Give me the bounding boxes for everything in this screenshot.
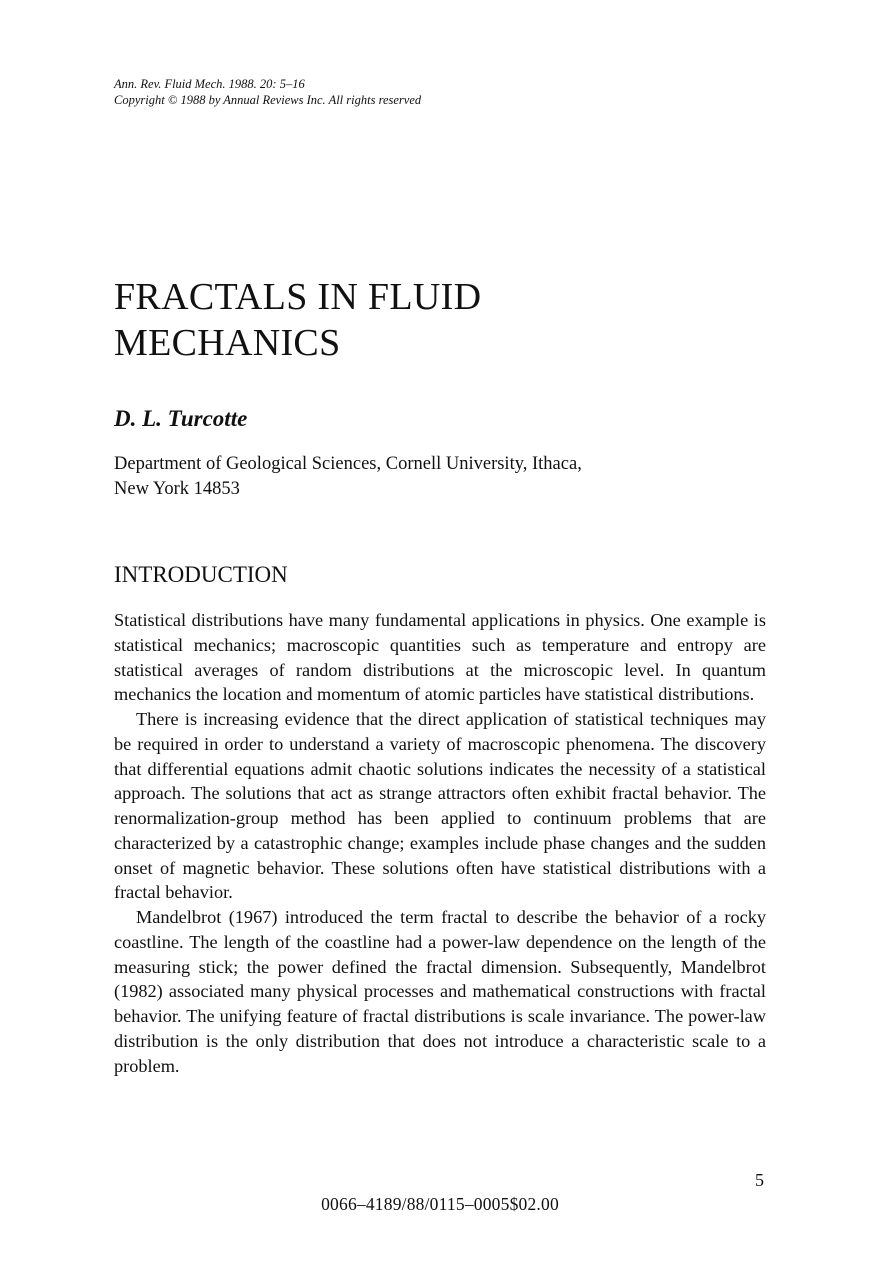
title-line-1: FRACTALS IN FLUID [114, 276, 482, 318]
journal-line: Ann. Rev. Fluid Mech. 1988. 20: 5–16 [114, 77, 305, 91]
affiliation-line-2: New York 14853 [114, 479, 240, 499]
journal-citation [114, 76, 421, 108]
author-name: D. L. Turcotte [114, 406, 248, 431]
title-line-2: MECHANICS [114, 322, 341, 364]
paragraph: Statistical distributions have many fundamental applications in physics. One example is statistical mechanics; macroscopic quantities such as temperature and entropy are statistical averages of random distributions at the microscopic level. In quantum mechanics the location and momentum of atomic particles have statistical distributions. [114, 610, 766, 705]
article-code: 0066–4189/88/0115–0005$02.00 [321, 1194, 559, 1214]
copyright-line: Copyright © 1988 by Annual Reviews Inc. All rights reserved [114, 93, 422, 107]
article-title [114, 274, 481, 366]
body-text [114, 608, 766, 1078]
section-heading: INTRODUCTION [114, 562, 288, 587]
affiliation-line-1: Department of Geological Sciences, Cornell University, Ithaca, [114, 454, 582, 474]
paragraph: There is increasing evidence that the direct application of statistical techniques may be required in order to understand a variety of macroscopic phenomena. The discovery that differential equations admit chaotic solutions indicates the necessity of a statistical approach. The solutions that act as strange attractors often exhibit fractal behavior. The renormalization-group method has been applied to continuum problems that are characterized by a catastrophic change; examples include phase changes and the sudden onset of magnetic behavior. These solutions often have statistical distributions with a fractal behavior. [114, 709, 766, 903]
paragraph: Mandelbrot (1967) introduced the term fractal to describe the behavior of a rocky coastline. The length of the coastline had a power-law dependence on the length of the measuring stick; the power defined the fractal dimension. Subsequently, Mandelbrot (1982) associated many physical processes and mathematical constructions with fractal behavior. The unifying feature of fractal distributions is scale invariance. The power-law distribution is the only distribution that does not introduce a characteristic scale to a problem. [114, 907, 766, 1076]
affiliation [114, 452, 582, 502]
page-number: 5 [755, 1170, 764, 1190]
